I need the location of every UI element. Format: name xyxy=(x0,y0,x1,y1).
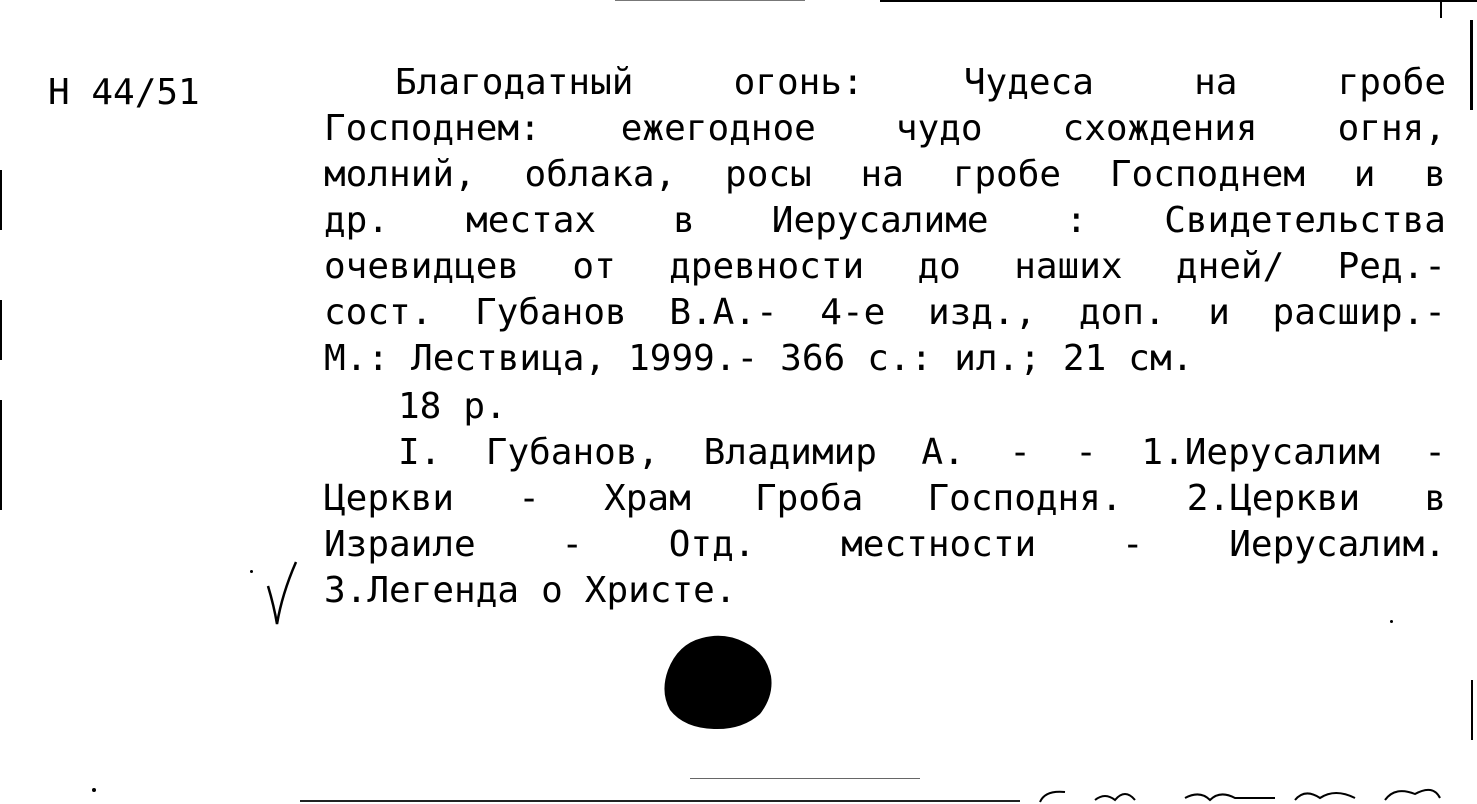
record-word: местности xyxy=(841,524,1037,565)
record-word: росы xyxy=(725,154,812,195)
record-word: древности xyxy=(669,246,865,287)
left-edge-mark xyxy=(0,300,2,360)
record-word: : xyxy=(1065,200,1088,241)
record-word: в xyxy=(673,200,695,241)
record-line xyxy=(324,152,1446,198)
record-word: Свидетельства xyxy=(1164,200,1446,241)
record-word: молний, xyxy=(324,154,476,195)
record-word: в xyxy=(1424,154,1446,195)
bottom-dash xyxy=(690,778,920,779)
record-word: Губанов, xyxy=(485,432,660,473)
top-border-line xyxy=(880,0,1477,2)
record-word: схождения xyxy=(1062,108,1258,149)
record-line xyxy=(395,60,1446,106)
speck xyxy=(1390,620,1393,623)
record-word: гробе xyxy=(1337,62,1446,103)
record-word: ил.; xyxy=(954,338,1041,379)
record-word: Господня. xyxy=(927,478,1123,519)
record-word: А. xyxy=(921,432,965,473)
record-word: Христе. xyxy=(584,570,737,611)
record-line xyxy=(324,106,1446,152)
check-mark-icon xyxy=(262,560,302,630)
record-word: в xyxy=(1424,478,1446,519)
record-word: облака, xyxy=(524,154,677,195)
right-edge-mark xyxy=(1471,680,1473,740)
record-word: расшир.- xyxy=(1272,292,1446,333)
ink-blot xyxy=(662,634,774,732)
left-edge-mark xyxy=(0,170,2,230)
record-word: на xyxy=(860,154,904,195)
record-line xyxy=(324,290,1446,336)
record-word: - xyxy=(1075,432,1097,473)
record-word: о xyxy=(541,570,563,611)
record-line xyxy=(398,384,1446,430)
record-word: 21 xyxy=(1062,338,1107,379)
record-word: наших xyxy=(1014,246,1123,287)
left-edge-mark xyxy=(0,400,2,510)
record-word: р. xyxy=(463,386,507,427)
bottom-border-line xyxy=(300,800,1020,802)
record-word: Израиле xyxy=(324,524,476,565)
record-line xyxy=(324,244,1446,290)
record-line xyxy=(324,568,1446,614)
record-word: Храм xyxy=(604,478,691,519)
record-word: сост. xyxy=(324,292,433,333)
record-word: др. xyxy=(324,200,390,241)
record-word: 3.Легенда xyxy=(324,570,520,611)
record-word: Владимир xyxy=(703,432,877,473)
record-line xyxy=(324,336,1446,382)
record-word: чудо xyxy=(895,108,983,149)
record-word: В.А.- xyxy=(669,292,778,333)
speck xyxy=(250,570,253,573)
record-word: и xyxy=(1208,292,1230,333)
record-word: Благодатный xyxy=(395,62,634,103)
record-line xyxy=(398,430,1446,476)
record-word: Лествица, xyxy=(411,338,607,379)
record-word: огня, xyxy=(1337,108,1446,149)
top-border-dash xyxy=(615,0,805,1)
record-line xyxy=(324,522,1446,568)
record-word: Отд. xyxy=(668,524,756,565)
right-edge-mark xyxy=(1440,0,1442,18)
record-word: очевидцев xyxy=(324,246,520,287)
record-word: 1999.- xyxy=(628,338,759,379)
record-word: до xyxy=(917,246,961,287)
record-word: гробе xyxy=(952,154,1062,195)
handwritten-scribble xyxy=(1035,780,1455,804)
record-word: см. xyxy=(1128,338,1194,379)
record-word: Чудеса xyxy=(963,62,1094,103)
record-word: Господнем: xyxy=(324,108,541,149)
record-word: и xyxy=(1353,154,1376,195)
record-word: 366 xyxy=(780,338,846,379)
record-word: Господнем xyxy=(1109,154,1305,195)
call-number: Н 44/51 xyxy=(48,72,200,113)
record-word: ежегодное xyxy=(620,108,816,149)
record-word: - xyxy=(561,524,584,565)
record-word: Гроба xyxy=(754,478,864,519)
record-word: местах xyxy=(466,200,597,241)
record-line xyxy=(324,198,1446,244)
record-word: Ред.- xyxy=(1337,246,1446,287)
record-word: М.: xyxy=(324,338,390,379)
record-word: Иерусалиме xyxy=(771,200,989,241)
record-word: огонь: xyxy=(733,62,864,103)
record-word: - xyxy=(1009,432,1031,473)
record-word: дней/ xyxy=(1175,246,1285,287)
speck xyxy=(92,788,96,792)
record-word: 4-е xyxy=(820,292,886,333)
record-word: на xyxy=(1194,62,1238,103)
record-word: 2.Церкви xyxy=(1186,478,1361,519)
right-edge-mark xyxy=(1470,20,1473,110)
record-word: I. xyxy=(398,432,442,473)
record-line xyxy=(324,476,1446,522)
record-word: доп. xyxy=(1078,292,1166,333)
record-word: изд., xyxy=(927,292,1037,333)
record-word: 18 xyxy=(398,386,442,427)
record-word: с.: xyxy=(867,338,933,379)
record-word: Губанов xyxy=(474,292,627,333)
record-word: - xyxy=(518,478,540,519)
record-word: 1.Иерусалим xyxy=(1141,432,1380,473)
record-word: - xyxy=(1424,432,1446,473)
record-word: Церкви xyxy=(324,478,455,519)
record-word: от xyxy=(572,246,616,287)
record-word: Иерусалим. xyxy=(1229,524,1446,565)
record-word: - xyxy=(1121,524,1144,565)
